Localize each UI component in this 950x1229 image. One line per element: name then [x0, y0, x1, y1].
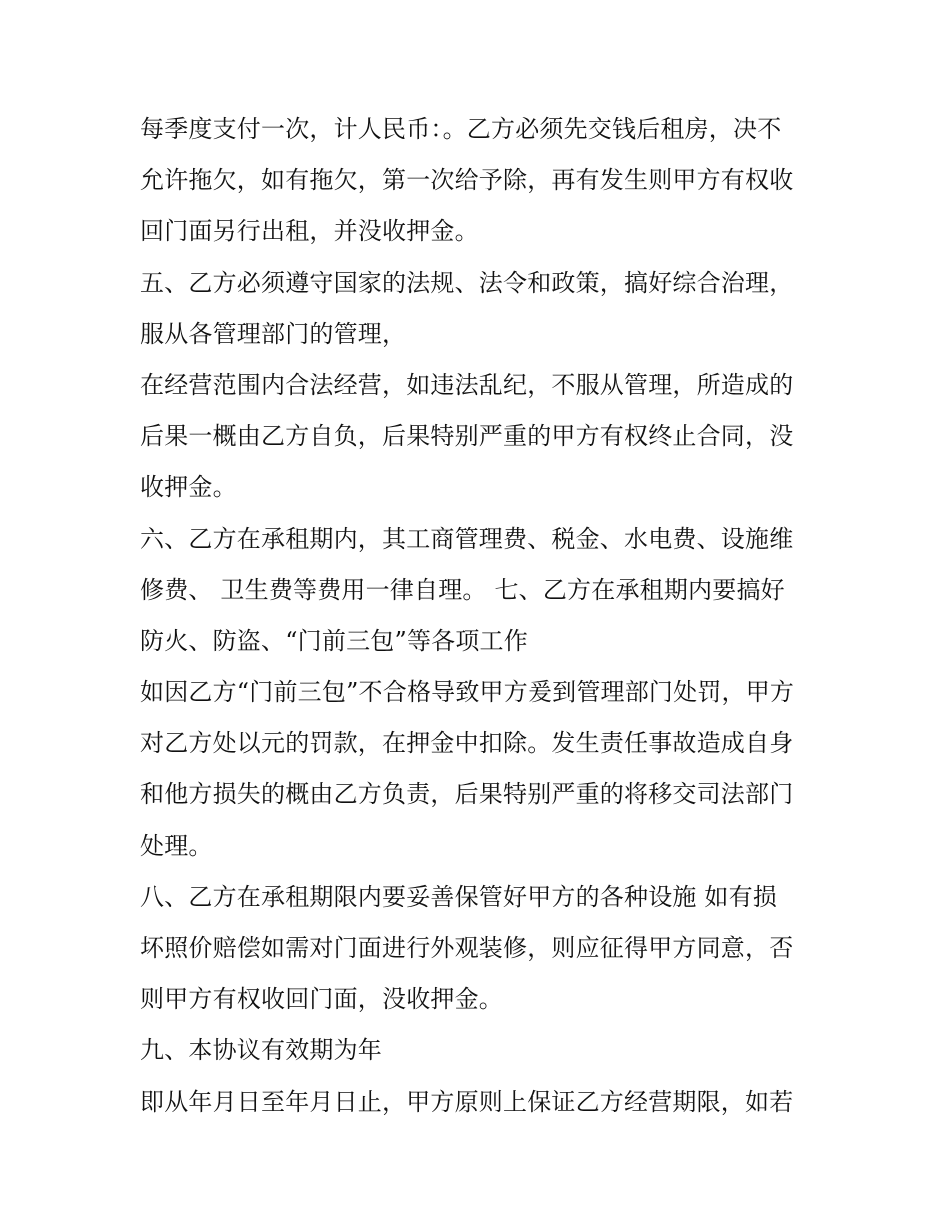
text-line: 防火、防盗、“门前三包”等各项工作 [140, 626, 528, 655]
text-line: 修费、 卫生费等费用一律自理。 七、乙方在承租期内要搞好 [140, 575, 785, 604]
text-line: 每季度支付一次，计人民币：。乙方必须先交钱后租房，决不 [140, 115, 782, 143]
contract-text [140, 104, 830, 1128]
text-line: 六、乙方在承租期内，其工商管理费、税金、水电费、设施维 [140, 524, 794, 553]
text-line: 允许拖欠，如有拖欠，第一次给予除，再有发生则甲方有权收 [140, 166, 794, 195]
text-line: 服从各管理部门的管理， [140, 319, 407, 348]
text-line: 和他方损失的概由乙方负责，后果特别严重的将移交司法部门 [140, 780, 794, 809]
text-line: 处理。 [140, 831, 213, 860]
text-line: 坏照价赔偿如需对门面进行外观装修，则应征得甲方同意，否 [140, 934, 794, 962]
text-line: 在经营范围内合法经营，如违法乱纪，不服从管理，所造成的 [140, 370, 794, 399]
text-line: 则甲方有权收回门面，没收押金。 [140, 985, 503, 1014]
text-line: 后果一概由乙方自负，后果特别严重的甲方有权终止合同，没 [140, 422, 794, 451]
text-line: 如因乙方“门前三包”不合格导致甲方爰到管理部门处罚，甲方 [140, 678, 795, 707]
text-line: 即从年月日至年月日止，甲方原则上保证乙方经营期限，如若 [140, 1087, 794, 1116]
text-line: 回门面另行出租，并没收押金。 [140, 217, 479, 246]
text-line: 五、乙方必须遵守国家的法规、法令和政策，搞好综合治理， [140, 268, 794, 297]
text-line: 对乙方处以元的罚款，在押金中扣除。发生责任事故造成自身 [140, 729, 794, 758]
text-line: 九、本协议有效期为年 [140, 1036, 382, 1065]
text-line: 收押金。 [140, 473, 237, 502]
text-line: 八、乙方在承租期限内要妥善保管好甲方的各种设施 如有损 [140, 882, 778, 911]
